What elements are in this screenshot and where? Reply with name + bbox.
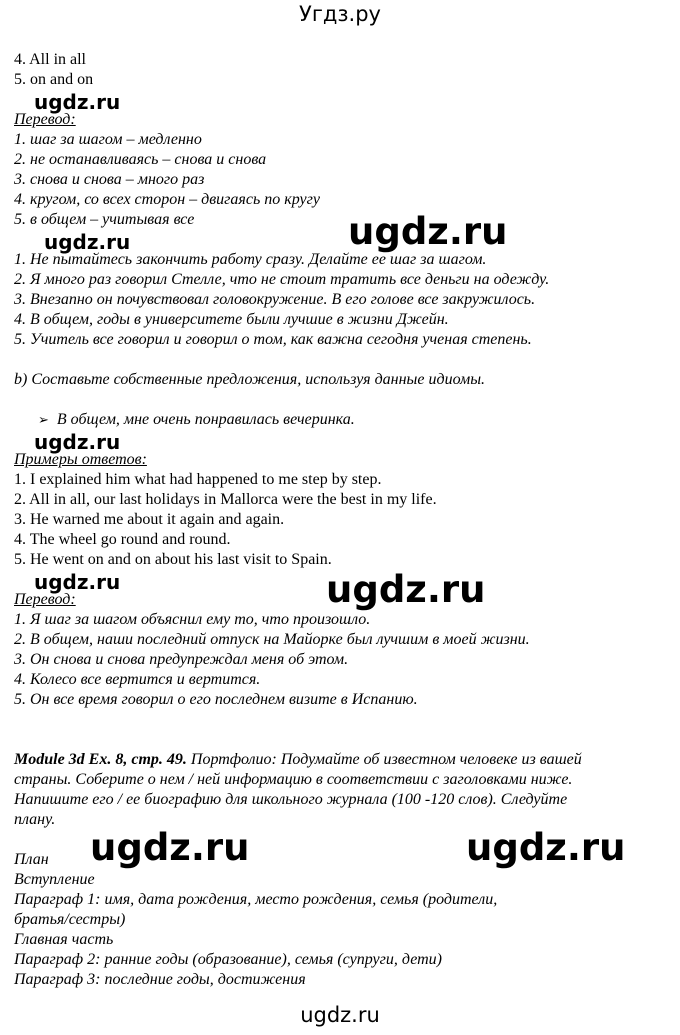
example-item: 4. The wheel go round and round. xyxy=(14,531,231,548)
translation-item: 3. снова и снова – много раз xyxy=(14,171,205,188)
plan-line: Главная часть xyxy=(14,931,114,948)
watermark: ugdz.ru xyxy=(34,570,121,594)
task-b-text: b) Составьте собственные предложения, используя данные идиомы. xyxy=(14,371,486,388)
translation-item: 1. Я шаг за шагом объяснил ему то, что произошло. xyxy=(14,611,371,628)
translation-item: 5. Он все время говорил о его последнем визите в Испанию. xyxy=(14,691,418,708)
example-item: 3. He warned me about it again and again. xyxy=(14,511,285,528)
watermark: ugdz.ru xyxy=(348,210,508,253)
watermark: ugdz.ru xyxy=(326,568,486,611)
watermark: ugdz.ru xyxy=(34,430,121,454)
translation-item: 4. кругом, со всех сторон – двигаясь по кругу xyxy=(14,191,320,208)
watermark: ugdz.ru xyxy=(34,90,121,114)
watermark: ugdz.ru xyxy=(466,826,626,869)
idiom-item: 5. on and on xyxy=(14,71,94,88)
example-item: 1. I explained him what had happened to me step by step. xyxy=(14,471,382,488)
module-reference: Module 3d Ex. 8, стр. 49. xyxy=(14,751,187,768)
translation-heading: Перевод: xyxy=(14,111,76,128)
module-task-line: Напишите его / ее биографию для школьного журнала (100 -120 слов). Следуйте xyxy=(14,791,568,808)
watermark: ugdz.ru xyxy=(90,826,250,869)
plan-line: Вступление xyxy=(14,871,95,888)
translation-item: 1. шаг за шагом – медленно xyxy=(14,131,202,148)
translation-item: 3. Он снова и снова предупреждал меня об этом. xyxy=(14,651,349,668)
plan-line: Параграф 2: ранние годы (образование), семья (супруги, дети) xyxy=(14,951,442,968)
translation-item: 5. в общем – учитывая все xyxy=(14,211,195,228)
examples-heading: Примеры ответов: xyxy=(14,451,147,468)
module-task-line: страны. Соберите о нем / ней информацию в соответствии с заголовками ниже. xyxy=(14,771,573,788)
plan-line: братья/сестры) xyxy=(14,911,126,928)
arrow-bullet-icon: ➢ xyxy=(38,413,49,428)
plan-line: План xyxy=(14,851,49,868)
translation-item: 2. В общем, наши последний отпуск на Майорке был лучшим в моей жизни. xyxy=(14,631,530,648)
watermark: ugdz.ru xyxy=(44,230,131,254)
plan-line: Параграф 1: имя, дата рождения, место рождения, семья (родители, xyxy=(14,891,498,908)
footer-brand: ugdz.ru xyxy=(300,1003,380,1027)
site-title: Угдз.ру xyxy=(299,2,381,26)
bullet-example xyxy=(38,410,355,431)
translation-item: 2. не останавливаясь – снова и снова xyxy=(14,151,267,168)
sentence-item: 5. Учитель все говорил и говорил о том, как важна сегодня ученая степень. xyxy=(14,331,532,348)
sentence-item: 3. Внезапно он почувствовал головокружение. В его голове все закружилось. xyxy=(14,291,536,308)
module-task-line: плану. xyxy=(14,811,56,828)
sentence-item: 4. В общем, годы в университете были лучшие в жизни Джейн. xyxy=(14,311,449,328)
example-item: 2. All in all, our last holidays in Mallorca were the best in my life. xyxy=(14,491,437,508)
translation-item: 4. Колесо все вертится и вертится. xyxy=(14,671,261,688)
example-item: 5. He went on and on about his last visit to Spain. xyxy=(14,551,332,568)
sentence-item: 1. Не пытайтесь закончить работу сразу. Делайте ее шаг за шагом. xyxy=(14,251,487,268)
translation-heading: Перевод: xyxy=(14,591,76,608)
sentence-item: 2. Я много раз говорил Стелле, что не стоит тратить все деньги на одежду. xyxy=(14,271,550,288)
idiom-item: 4. All in all xyxy=(14,51,86,68)
plan-line: Параграф 3: последние годы, достижения xyxy=(14,971,306,988)
module-task-line xyxy=(14,750,582,770)
module-task-text: Портфолио: Подумайте об известном человеке из вашей xyxy=(186,751,582,768)
bullet-text: В общем, мне очень понравилась вечеринка. xyxy=(56,411,355,428)
